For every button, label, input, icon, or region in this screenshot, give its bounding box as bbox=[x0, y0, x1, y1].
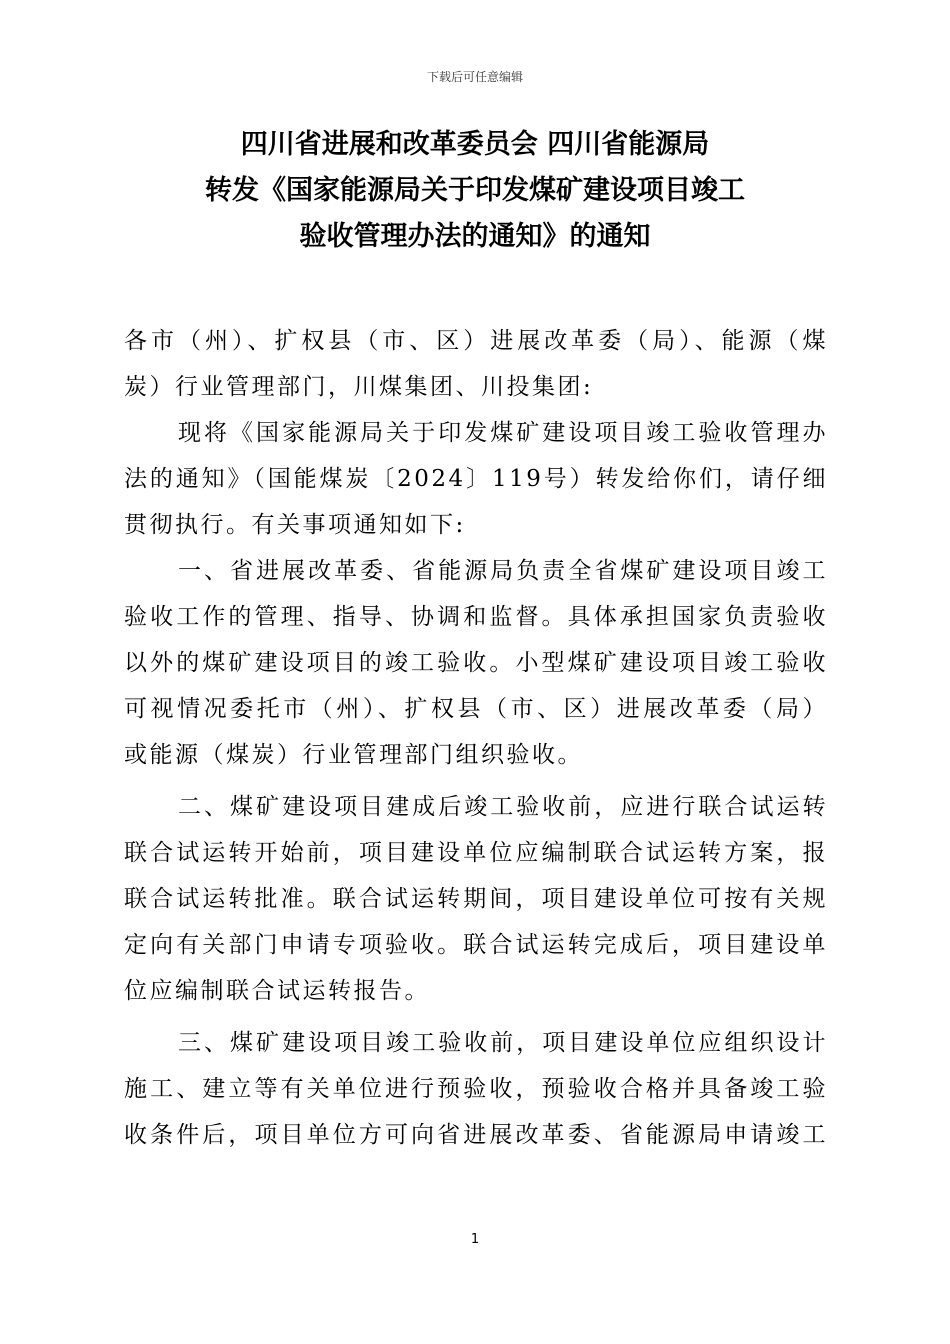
text-line: 联合试运转开始前，项目建设单位应编制联合试运转方案，报 bbox=[124, 840, 828, 866]
text-line: 炭）行业管理部门，川煤集团、川投集团: bbox=[124, 374, 594, 400]
text-line: 定向有关部门申请专项验收。联合试运转完成后，项目建设单 bbox=[124, 932, 828, 958]
text-line: 联合试运转批准。联合试运转期间，项目建设单位可按有关规 bbox=[124, 886, 828, 912]
page-number: 1 bbox=[470, 1232, 480, 1247]
text-line: 现将《国家能源局关于印发煤矿建设项目竣工验收管理办 bbox=[178, 420, 828, 446]
text-line: 施工、建立等有关单位进行预验收，预验收合格并具备竣工验 bbox=[124, 1076, 828, 1102]
text-line: 以外的煤矿建设项目的竣工验收。小型煤矿建设项目竣工验收 bbox=[124, 650, 828, 676]
text-line: 贯彻执行。有关事项通知如下: bbox=[124, 512, 466, 538]
text-line: 可视情况委托市（州）、扩权县（市、区）进展改革委（局） bbox=[124, 696, 828, 722]
paragraph-item-3 bbox=[124, 1020, 828, 1158]
text-line: 位应编制联合试运转报告。 bbox=[124, 978, 430, 1004]
text-line: 一、省进展改革委、省能源局负责全省煤矿建设项目竣工 bbox=[178, 558, 828, 584]
document-title bbox=[80, 122, 870, 260]
paragraph-item-2 bbox=[124, 784, 828, 1014]
text-line: 验收工作的管理、指导、协调和监督。具体承担国家负责验收 bbox=[124, 604, 828, 630]
paragraph-item-1 bbox=[124, 548, 828, 778]
paragraph-intro bbox=[124, 410, 828, 548]
salutation-paragraph bbox=[124, 318, 828, 410]
text-line: 法的通知》（国能煤炭〔2024〕119号）转发给你们，请仔细 bbox=[124, 466, 828, 492]
text-line: 收条件后，项目单位方可向省进展改革委、省能源局申请竣工 bbox=[124, 1122, 828, 1148]
text-line: 或能源（煤炭）行业管理部门组织验收。 bbox=[124, 742, 583, 768]
header-note: 下载后可任意编辑 bbox=[426, 70, 523, 84]
title-line-1: 四川省进展和改革委员会 四川省能源局 bbox=[240, 129, 710, 160]
text-line: 各市（州）、扩权县（市、区）进展改革委（局）、能源（煤 bbox=[124, 328, 828, 354]
text-line: 三、煤矿建设项目竣工验收前，项目建设单位应组织设计 bbox=[178, 1030, 828, 1056]
document-body bbox=[124, 318, 828, 1158]
title-line-3: 验收管理办法的通知》的通知 bbox=[299, 221, 651, 252]
text-line: 二、煤矿建设项目建成后竣工验收前，应进行联合试运转 bbox=[178, 794, 828, 820]
title-line-2: 转发《国家能源局关于印发煤矿建设项目竣工 bbox=[205, 175, 745, 206]
